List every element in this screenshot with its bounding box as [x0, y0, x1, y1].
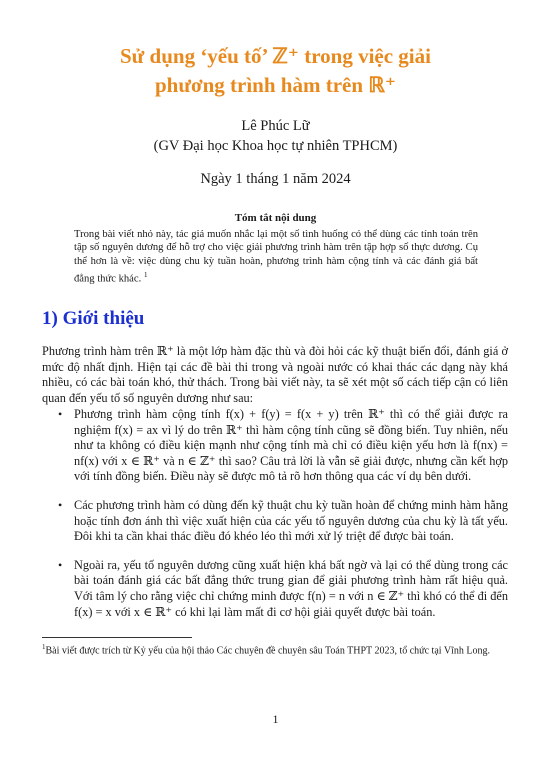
bullet-text: Ngoài ra, yếu tố nguyên dương cũng xuất hiện khá bất ngờ và lại có thể dùng trong các bài toán đánh giá các bất đẳng thức trung gian để giải phương trình hàm rất hiệu quả. Với tâm lý cho rằng việc chỉ chứng minh được f(n) = n với n ∈ ℤ⁺ thì khó có thể đi đến f(x) = x với x ∈ ℝ⁺ có khi lại làm mất đi cơ hội giải quyết được bài toán. — [74, 557, 508, 619]
bullet-icon: • — [58, 497, 63, 512]
abstract-title: Tóm tắt nội dung — [234, 212, 317, 224]
section-heading: 1) Giới thiệu — [42, 308, 145, 329]
bullet-text: Các phương trình hàm có dùng đến kỹ thuật chu kỳ tuần hoàn để chứng minh hàm hằng hoặc tính đơn ánh thì việc xuất hiện của các yếu tố nguyên dương của chu kỳ là tất yếu. Đôi khi ta cần khai thác điều đó khéo léo thì mới xử lý triệt để được bài toán. — [74, 497, 508, 544]
author-block — [0, 116, 551, 156]
abstract — [74, 228, 478, 286]
paper-title — [40, 42, 511, 100]
abstract-text: Trong bài viết nhỏ này, tác giả muốn nhắc lại một số tình huống có thể dùng các tính toán trên tập số nguyên dương để hỗ trợ cho việc giải phương trình hàm trên tập hợp số thực dương. Cụ thể hơn là về: việc dùng chu kỳ tuần hoàn, phương trình hàm cộng tính và các đánh giá bất đẳng thức khác. — [74, 229, 478, 285]
bullet-text: Phương trình hàm cộng tính f(x) + f(y) = f(x + y) trên ℝ⁺ thì có thể giải được ra nghiệm f(x) = ax vì lý do trên ℝ⁺ thì hàm cộng tính cũng sẽ đồng biến. Tuy nhiên, nếu như ta không có điều kiện mạnh như cộng tính mà chỉ có điều kiện yếu hơn là f(nx) = nf(x) với x ∈ ℝ⁺ và n ∈ ℤ⁺ thì sao? Câu trả lời là vẫn sẽ giải được, nhưng cần kết hợp với tính đồng biến. Điều này sẽ được mô tả rõ hơn thông qua các ví dụ bên dưới. — [74, 407, 508, 484]
bullet-icon: • — [58, 407, 63, 421]
intro-paragraph: Phương trình hàm trên ℝ⁺ là một lớp hàm đặc thù và đòi hỏi các kỹ thuật biến đổi, đánh giá ở mức độ nhất định. Hiện tại các đề bài thi trong và ngoài nước có khai thác các dạng này khá nhiều, có các bài toán khó, thử thách. Trong bài viết này, ta sẽ xét một số cách tiếp cận có liên quan đến yếu tố số nguyên dương như sau: — [42, 344, 508, 405]
author-name: Lê Phúc Lữ — [241, 118, 310, 134]
title-line-1: Sử dụng ‘yếu tố’ ℤ⁺ trong việc giải — [120, 44, 431, 68]
title-line-2: phương trình hàm trên ℝ⁺ — [155, 73, 396, 97]
paper-date: Ngày 1 tháng 1 năm 2024 — [200, 171, 351, 187]
bullet-icon: • — [58, 557, 63, 572]
footnote-divider — [42, 637, 192, 638]
list-item — [42, 498, 508, 545]
page-number: 1 — [272, 712, 279, 726]
abstract-footnote-mark: 1 — [143, 270, 148, 280]
footnote-mark: 1 — [42, 643, 46, 651]
footnote — [42, 641, 508, 657]
list-item — [42, 558, 508, 620]
author-affiliation: (GV Đại học Khoa học tự nhiên TPHCM) — [153, 138, 398, 154]
bullet-list — [42, 407, 508, 633]
list-item — [42, 407, 508, 485]
footnote-text: Bài viết được trích từ Kỷ yếu của hội thảo Các chuyên đề chuyên sâu Toán THPT 2023, tổ chức tại Vĩnh Long. — [45, 645, 490, 657]
